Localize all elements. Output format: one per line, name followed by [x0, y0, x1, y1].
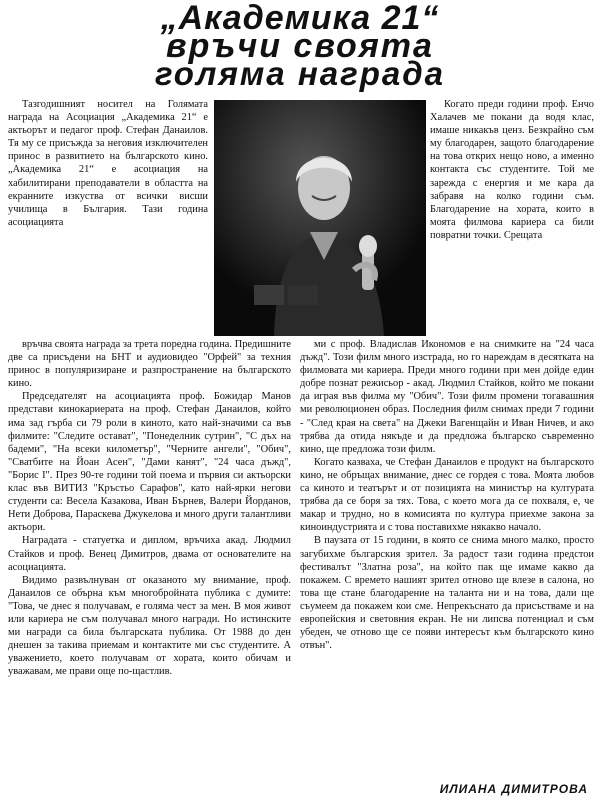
paragraph: Видимо развълнуван от оказаното му внимание, проф. Данаилов се обърна към многобройната публика с думите: "Това, че днес я получавам, е голяма чест за мен. В моя живот или кариера не съм получавал много награди. Но истинските ми награди са била българската публика. От 1988 до ден днешен за такива приемам и контактите ми със студентите. А уважението, което получавам от хората, които обичам и уважавам, ме прави още по-щастлив.: [8, 574, 291, 678]
paragraph: връчва своята награда за трета поредна година. Предишните две са присъдени на БНТ и аудиовидео "Орфей" за техния принос в популяризиране и разпространение на българското кино.: [8, 339, 291, 390]
photo-image: [214, 100, 426, 336]
headline-line-3: голяма награда: [154, 55, 445, 92]
article-column-right: [430, 98, 594, 338]
author-byline: ИЛИАНА ДИМИТРОВА: [439, 782, 588, 796]
headline-line-2: връчи своята: [166, 27, 434, 65]
paragraph: ми с проф. Владислав Икономов е на снимките на "24 часа дъжд". Този филм много изстрада, но го нареждам в десятката на филмовата ми кариера. Преди много години при мен дойде един добре познат режисьор - акад. Людмил Стайков, който ме покани да играя във филма му "Обич". Този филм промени тогавашния ми революционен образ. Последния филм снимах преди 7 години - "След края на света" на Джеки Вагенщайн и Иван Ничев, и ако трябва да отида някъде и да предложа българско съвременно кино, ще предложа този филм.: [300, 339, 594, 455]
headline-line-1: „Академика 21“: [160, 0, 440, 37]
paragraph: Председателят на асоциацията проф. Божидар Манов представи кинокариерата на проф. Стефан Данаилов, който има зад гърба си 79 роли в киното, като най-значими са във филмите: "Следите остават", "Понеделник сутрин", "С дъх на бадеми", "На всеки километър", "Черните ангели", "Обич", "Сватбите на Йоан Асен", "Дами канят", "24 часа дъжд", "Борис I". През 90-те години той поема и първия си актьорски клас във ВИТИЗ "Кръстьо Сарафов", като най-ярки негови студенти са: Весела Казакова, Иван Бърнев, Валери Йорданов, Нети Доброва, Параскева Джукелова и много други талантливи актьори.: [8, 391, 291, 534]
paragraph: Наградата - статуетка и диплом, връчиха акад. Людмил Стайков и проф. Венец Димитров, двама от основателите на асоциацията.: [8, 535, 291, 573]
paragraph: Тазгодишният носител на Голямата награда на Асоциация „Академика 21“ е актьорът и педагог проф. Стефан Данаилов. Тя му се присъжда за неговия изключителен принос в развитието на българското кино. „Академика 21“ е асоциация на хабилитирани преподаватели в областта на екранните изкуства от всички висши училища в България. Тази година асоциацията: [8, 99, 208, 228]
award-photo: [214, 100, 426, 336]
article-column-bottom-left: [8, 338, 291, 784]
article-headline: [0, 0, 600, 96]
paragraph: Когато казваха, че Стефан Данаилов е продукт на българското кино, не обръщах внимание, днес се гордея с това. Моята любов са киното и театърът и от позицията на министър на културата трябва да се боря за тях. Това, с което мога да се похваля, е, че макар и трудно, но в комисията по култура приехме закона за киноиндустрията и с това поставихме някакво начало.: [300, 456, 594, 534]
article-column-bottom-right: [300, 338, 594, 784]
paragraph: В паузата от 15 години, в която се снима много малко, просто загубихме българския зрител. За радост тази година предстои фестивалът "Златна роза", на който пак ще имаме какво да покажем. С времето нашият зрител отново ще влезе в салона, но това ще стане благодарение на таланта ни и на това, дали ще съумеем да покажем кои сме. Непрекъснато да присъстваме и на европейския и световния екран. Не ни липсва потенциал и съм убеден, че отново ще се появи интересът към българското кино отвън".: [300, 535, 594, 652]
paragraph: Когато преди години проф. Енчо Халачев ме покани да водя клас, имаше никакъв ценз. Безкрайно съм му благодарен, защото благодарение на това открих нещо ново, а именно контакта със студентите. Той ме зарежда с енергия и ме кара да забравя на колко години съм. Благодарение на хората, които в моята филмова кариера са били повратни точки. Срещата: [430, 99, 594, 241]
article-column-left: [8, 98, 208, 338]
